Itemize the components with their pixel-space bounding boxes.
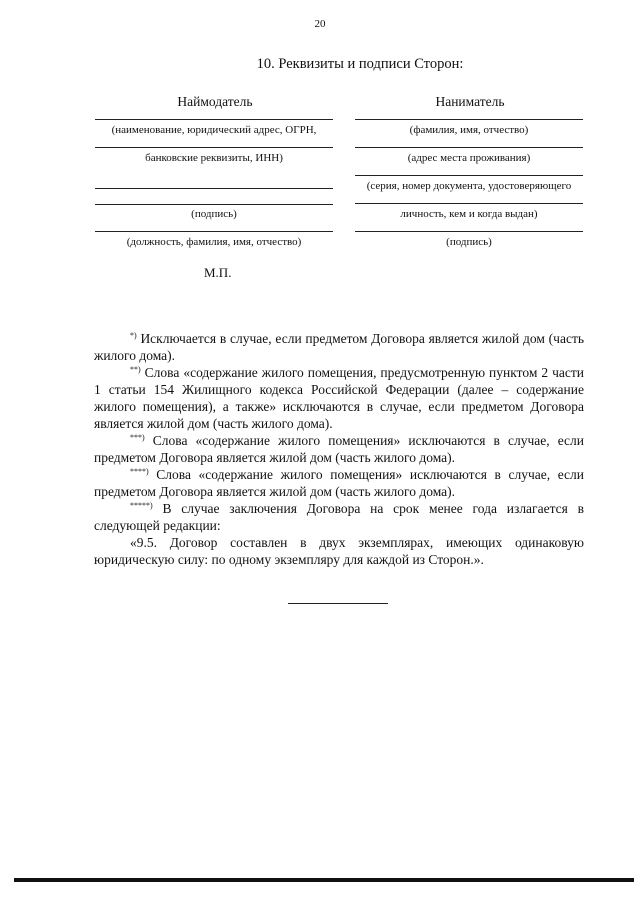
footnote-4-mark: ****) bbox=[130, 467, 149, 476]
footnote-2-mark: **) bbox=[130, 365, 141, 374]
contract-clause-quote: «9.5. Договор составлен в двух экземплярах, имеющих одинаковую юридическую силу: по одному экземпляру для каждой из Сторон.». bbox=[94, 535, 584, 567]
landlord-line-5 bbox=[95, 231, 333, 232]
footnote-4-text: Слова «содержание жилого помещения» исключаются в случае, если предметом Договора является жилой дом (часть жилого дома). bbox=[94, 467, 584, 499]
tenant-heading: Наниматель bbox=[435, 94, 505, 109]
tenant-line-1 bbox=[355, 119, 583, 120]
footnote-3 bbox=[94, 432, 584, 466]
footnotes bbox=[94, 330, 584, 568]
footnote-1-text: Исключается в случае, если предметом Договора является жилой дом (часть жилого дома). bbox=[94, 331, 584, 363]
landlord-line-4 bbox=[95, 204, 333, 205]
landlord-line-1 bbox=[95, 119, 333, 120]
footnote-3-mark: ***) bbox=[130, 433, 145, 442]
footnote-3-text: Слова «содержание жилого помещения» исключаются в случае, если предметом Договора является жилой дом (часть жилого дома). bbox=[94, 433, 584, 465]
section-title: 10. Реквизиты и подписи Сторон: bbox=[256, 56, 464, 72]
landlord-caption-name: (наименование, юридический адрес, ОГРН, bbox=[111, 124, 317, 136]
tenant-line-4 bbox=[355, 203, 583, 204]
page-number: 20 bbox=[314, 18, 326, 30]
landlord-caption-bank: банковские реквизиты, ИНН) bbox=[145, 152, 283, 164]
footnote-5-mark: *****) bbox=[130, 501, 153, 510]
tenant-line-5 bbox=[355, 231, 583, 232]
tenant-caption-name: (фамилия, имя, отчество) bbox=[409, 124, 529, 136]
footnote-1-mark: *) bbox=[130, 331, 137, 340]
footnote-1 bbox=[94, 330, 584, 364]
landlord-caption-signature: (подпись) bbox=[191, 208, 237, 220]
footnote-5 bbox=[94, 500, 584, 534]
end-divider bbox=[288, 603, 388, 604]
landlord-caption-position: (должность, фамилия, имя, отчество) bbox=[126, 236, 302, 248]
footnote-2 bbox=[94, 364, 584, 432]
tenant-caption-identity: личность, кем и когда выдан) bbox=[400, 208, 538, 220]
footnote-4 bbox=[94, 466, 584, 500]
scan-edge-bar bbox=[14, 878, 634, 882]
tenant-caption-signature: (подпись) bbox=[446, 236, 492, 248]
tenant-caption-address: (адрес места проживания) bbox=[407, 152, 531, 164]
footnote-2-text: Слова «содержание жилого помещения, предусмотренную пунктом 2 части 1 статьи 154 Жилищного кодекса Российской Федерации (далее – содержание жилого помещения), а также» исключаются в случае, если предметом Договора является жилой дом (часть жилого дома). bbox=[94, 365, 584, 431]
landlord-line-3 bbox=[95, 188, 333, 189]
tenant-caption-document: (серия, номер документа, удостоверяющего bbox=[366, 180, 572, 192]
footnote-5-text: В случае заключения Договора на срок менее года излагается в следующей редакции: bbox=[94, 501, 584, 533]
stamp-place: М.П. bbox=[204, 265, 232, 280]
landlord-line-2 bbox=[95, 147, 333, 148]
landlord-heading: Наймодатель bbox=[177, 94, 253, 109]
tenant-line-3 bbox=[355, 175, 583, 176]
tenant-line-2 bbox=[355, 147, 583, 148]
